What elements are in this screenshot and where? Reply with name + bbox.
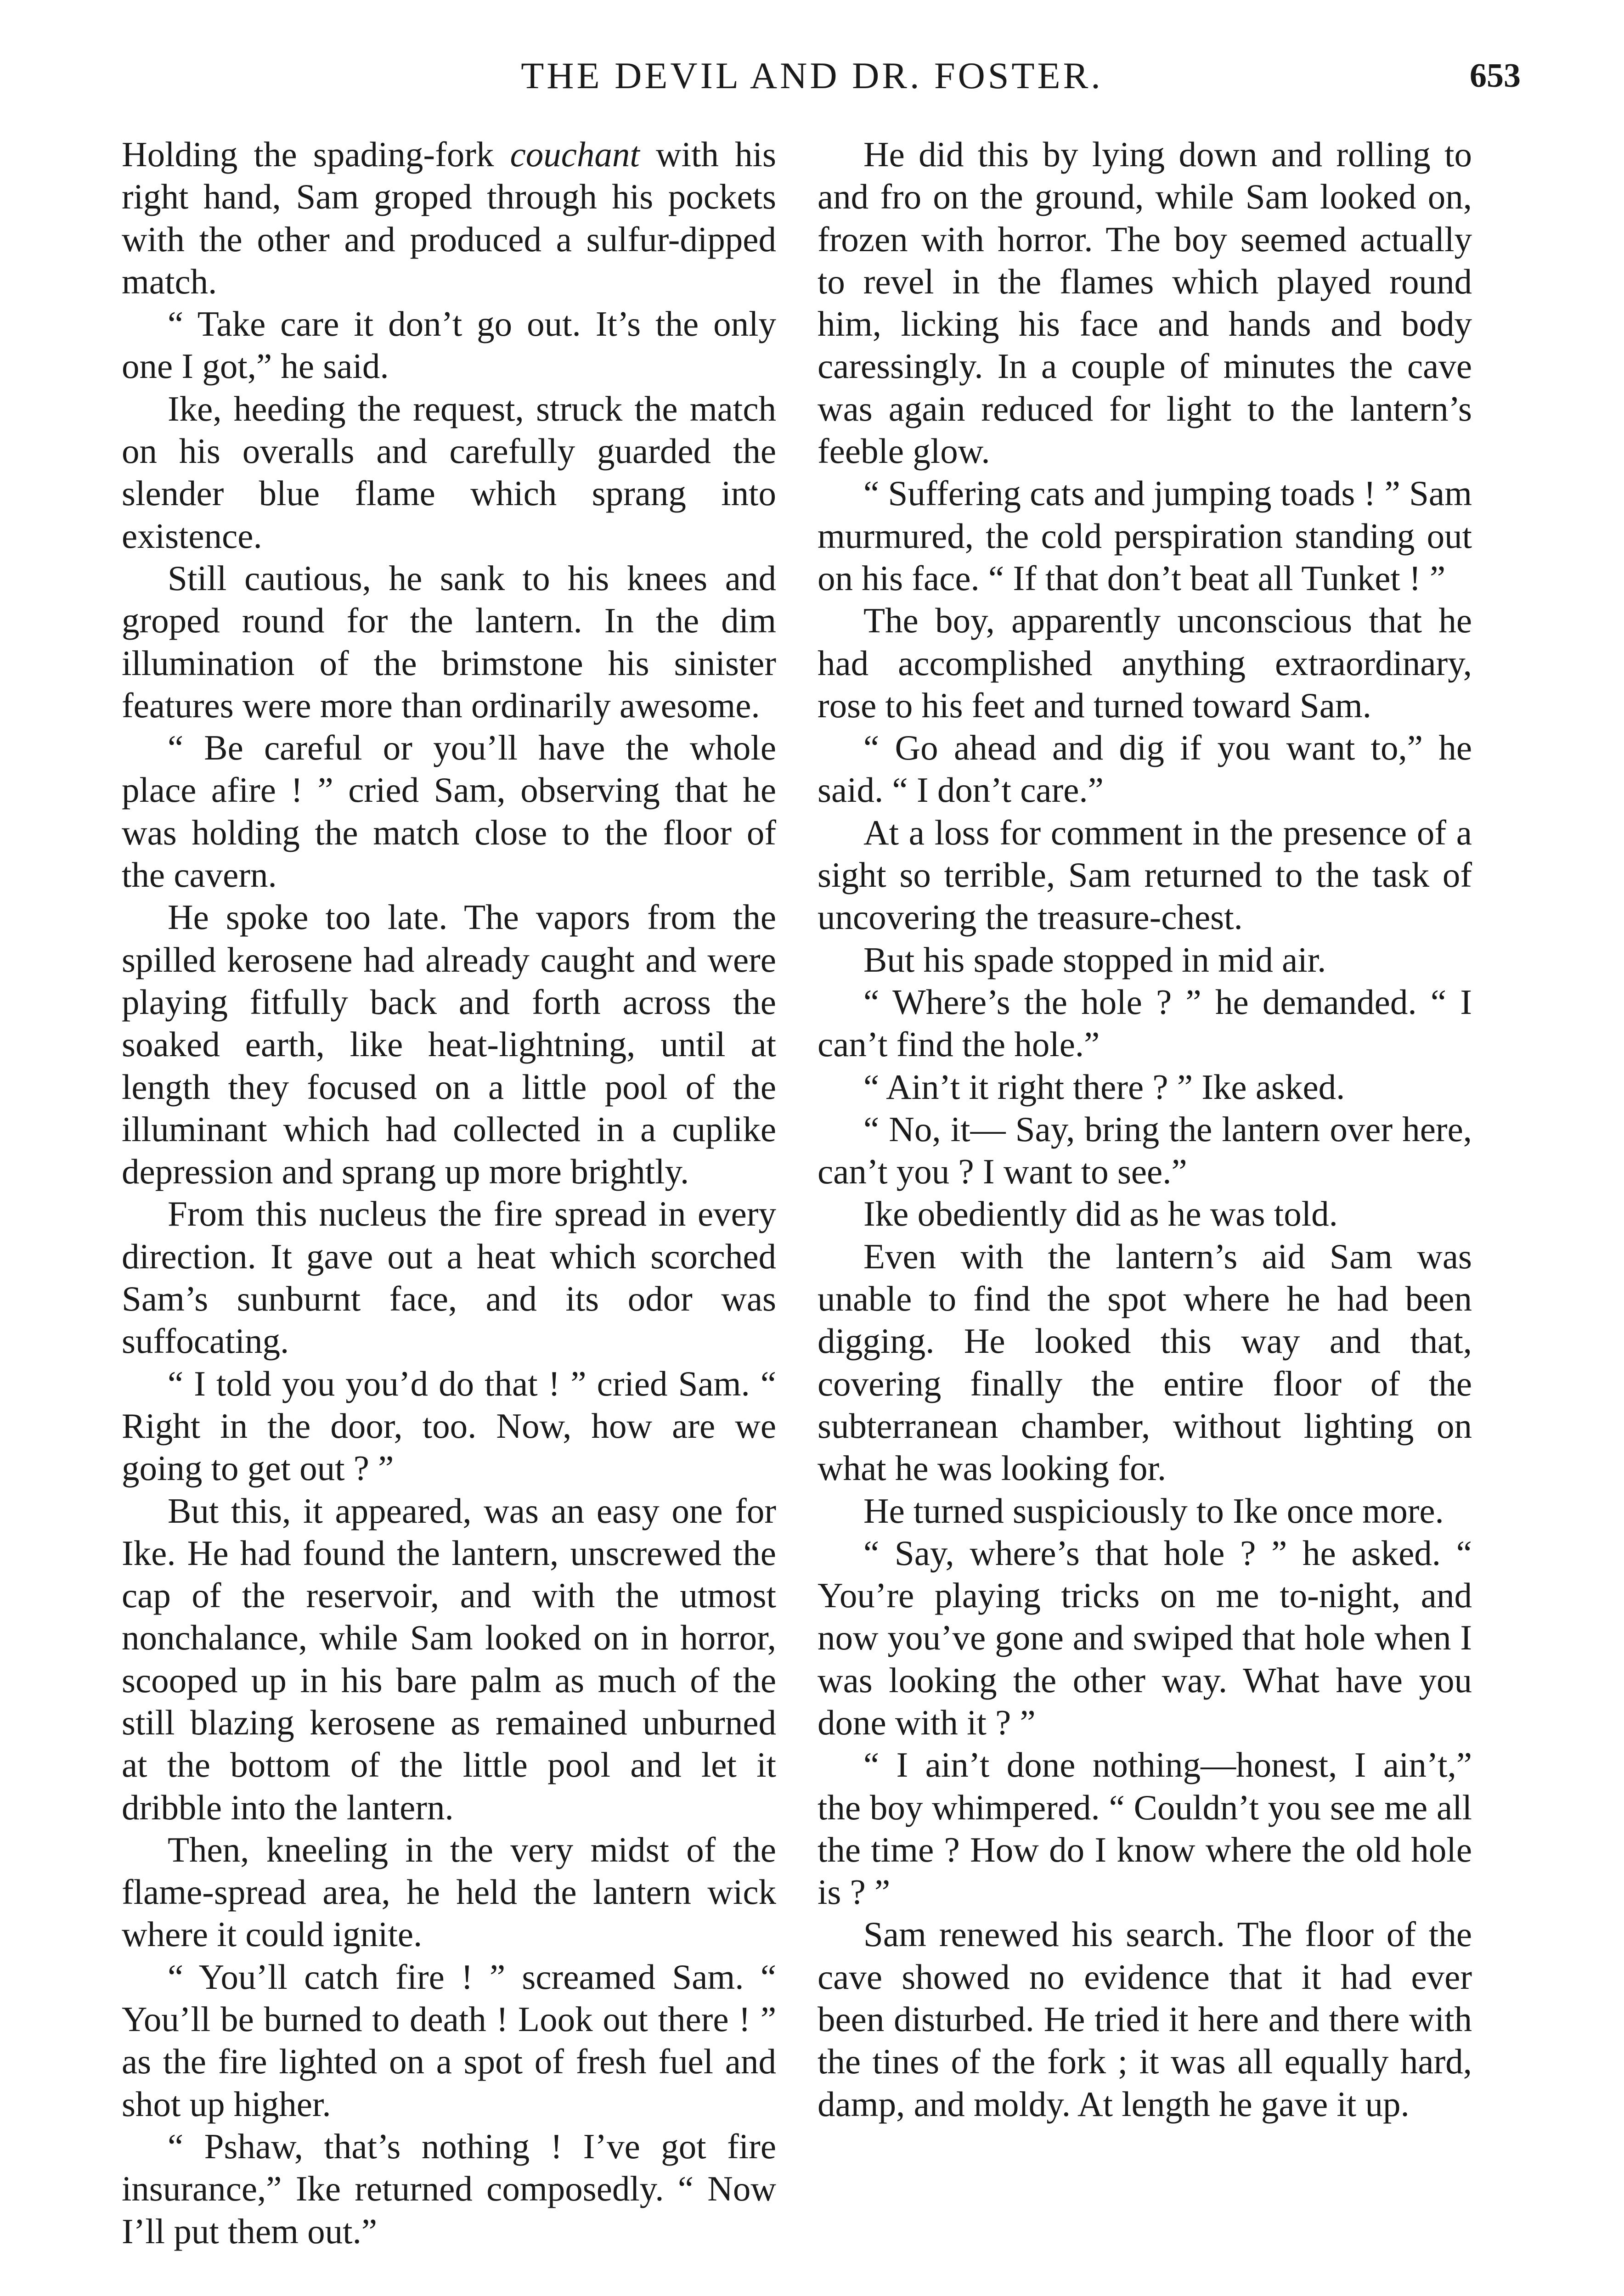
paragraph: He did this by lying down and rolling to and fro on the ground, while Sam looked on, frozen with horror. The boy seemed actually to revel in the flames which played round him, licking his face and hands and body caressingly. In a couple of minutes the cave was again reduced for light to the lantern’s feeble glow. <box>818 135 1472 471</box>
paragraph: Even with the lantern’s aid Sam was unable to find the spot where he had been digging. He looked this way and that, covering finally the entire floor of the subterranean chamber, without lighting on what he was looking for. <box>818 1236 1472 1488</box>
paragraph: “ Go ahead and dig if you want to,” he said. “ I don’t care.” <box>818 728 1472 810</box>
paragraph: “ Say, where’s that hole ? ” he asked. “ You’re playing tricks on me to-night, and now you’ve gone and swiped that hole when I was looking the other way. What have you done with it ? ” <box>818 1533 1472 1742</box>
paragraph: “ Suffering cats and jumping toads ! ” Sam murmured, the cold perspiration standing out on his face. “ If that don’t beat all Tunket ! ” <box>818 473 1472 598</box>
page-header <box>0 51 1624 101</box>
paragraph: Holding the spading-fork couchant with his right hand, Sam groped through his pockets with the other and produced a sulfur-dipped match. <box>122 135 776 301</box>
paragraph: The boy, apparently unconscious that he had accomplished anything extraordinary, rose to his feet and turned toward Sam. <box>818 601 1472 725</box>
paragraph: “ You’ll catch fire ! ” screamed Sam. “ You’ll be burned to death ! Look out there ! ” as the fire lighted on a spot of fresh fuel and shot up higher. <box>122 1957 776 2124</box>
paragraph: But this, it appeared, was an easy one for Ike. He had found the lantern, unscrewed the cap of the reservoir, and with the utmost nonchalance, while Sam looked on in horror, scooped up in his bare palm as much of the still blazing kerosene as remained unburned at the bottom of the little pool and let it dribble into the lantern. <box>122 1491 776 1827</box>
paragraph: “ Ain’t it right there ? ” Ike asked. <box>863 1067 1345 1107</box>
paragraph: “ Be careful or you’ll have the whole place afire ! ” cried Sam, observing that he was holding the match close to the floor of the cavern. <box>122 728 776 895</box>
running-title: THE DEVIL AND DR. FOSTER. <box>521 55 1103 96</box>
italic-word: couchant <box>510 135 640 174</box>
right-column <box>818 133 1472 2296</box>
paragraph: “ Pshaw, that’s nothing ! I’ve got fire insurance,” Ike returned composedly. “ Now I’ll put them out.” <box>122 2126 776 2251</box>
paragraph: Then, kneeling in the very midst of the flame-spread area, he held the lantern wick where it could ignite. <box>122 1829 776 1954</box>
paragraph: “ Where’s the hole ? ” he demanded. “ I can’t find the hole.” <box>818 982 1472 1064</box>
page-number: 653 <box>1470 57 1521 95</box>
paragraph: Still cautious, he sank to his knees and groped round for the lantern. In the dim illumination of the brimstone his sinister features were more than ordinarily awesome. <box>122 558 776 725</box>
paragraph: Ike obediently did as he was told. <box>863 1194 1338 1234</box>
paragraph: At a loss for comment in the presence of a sight so terrible, Sam returned to the task of uncovering the treasure-chest. <box>818 812 1472 937</box>
paragraph: “ No, it— Say, bring the lantern over here, can’t you ? I want to see.” <box>818 1109 1472 1192</box>
left-column <box>122 133 776 2296</box>
paragraph: But his spade stopped in mid air. <box>863 940 1326 979</box>
paragraph: Ike, heeding the request, struck the match on his overalls and carefully guarded the slender blue flame which sprang into existence. <box>122 388 776 556</box>
paragraph: Sam renewed his search. The floor of the cave showed no evidence that it had ever been disturbed. He tried it here and there with the tines of the fork ; it was all equally hard, damp, and moldy. At length he gave it up. <box>818 1914 1472 2124</box>
paragraph: He turned suspiciously to Ike once more. <box>863 1491 1444 1531</box>
paragraph: “ I told you you’d do that ! ” cried Sam. “ Right in the door, too. Now, how are we going to get out ? ” <box>122 1363 776 1488</box>
paragraph: “ I ain’t done nothing—honest, I ain’t,” the boy whimpered. “ Couldn’t you see me all the time ? How do I know where the old hole is ? ” <box>818 1745 1472 1912</box>
paragraph: From this nucleus the fire spread in every direction. It gave out a heat which scorched Sam’s sunburnt face, and its odor was suffocating. <box>122 1194 776 1361</box>
paragraph: He spoke too late. The vapors from the spilled kerosene had already caught and were playing fitfully back and forth across the soaked earth, like heat-lightning, until at length they focused on a little pool of the illuminant which had collected in a cuplike depression and sprang up more brightly. <box>122 897 776 1192</box>
paragraph: “ Take care it don’t go out. It’s the only one I got,” he said. <box>122 304 776 386</box>
